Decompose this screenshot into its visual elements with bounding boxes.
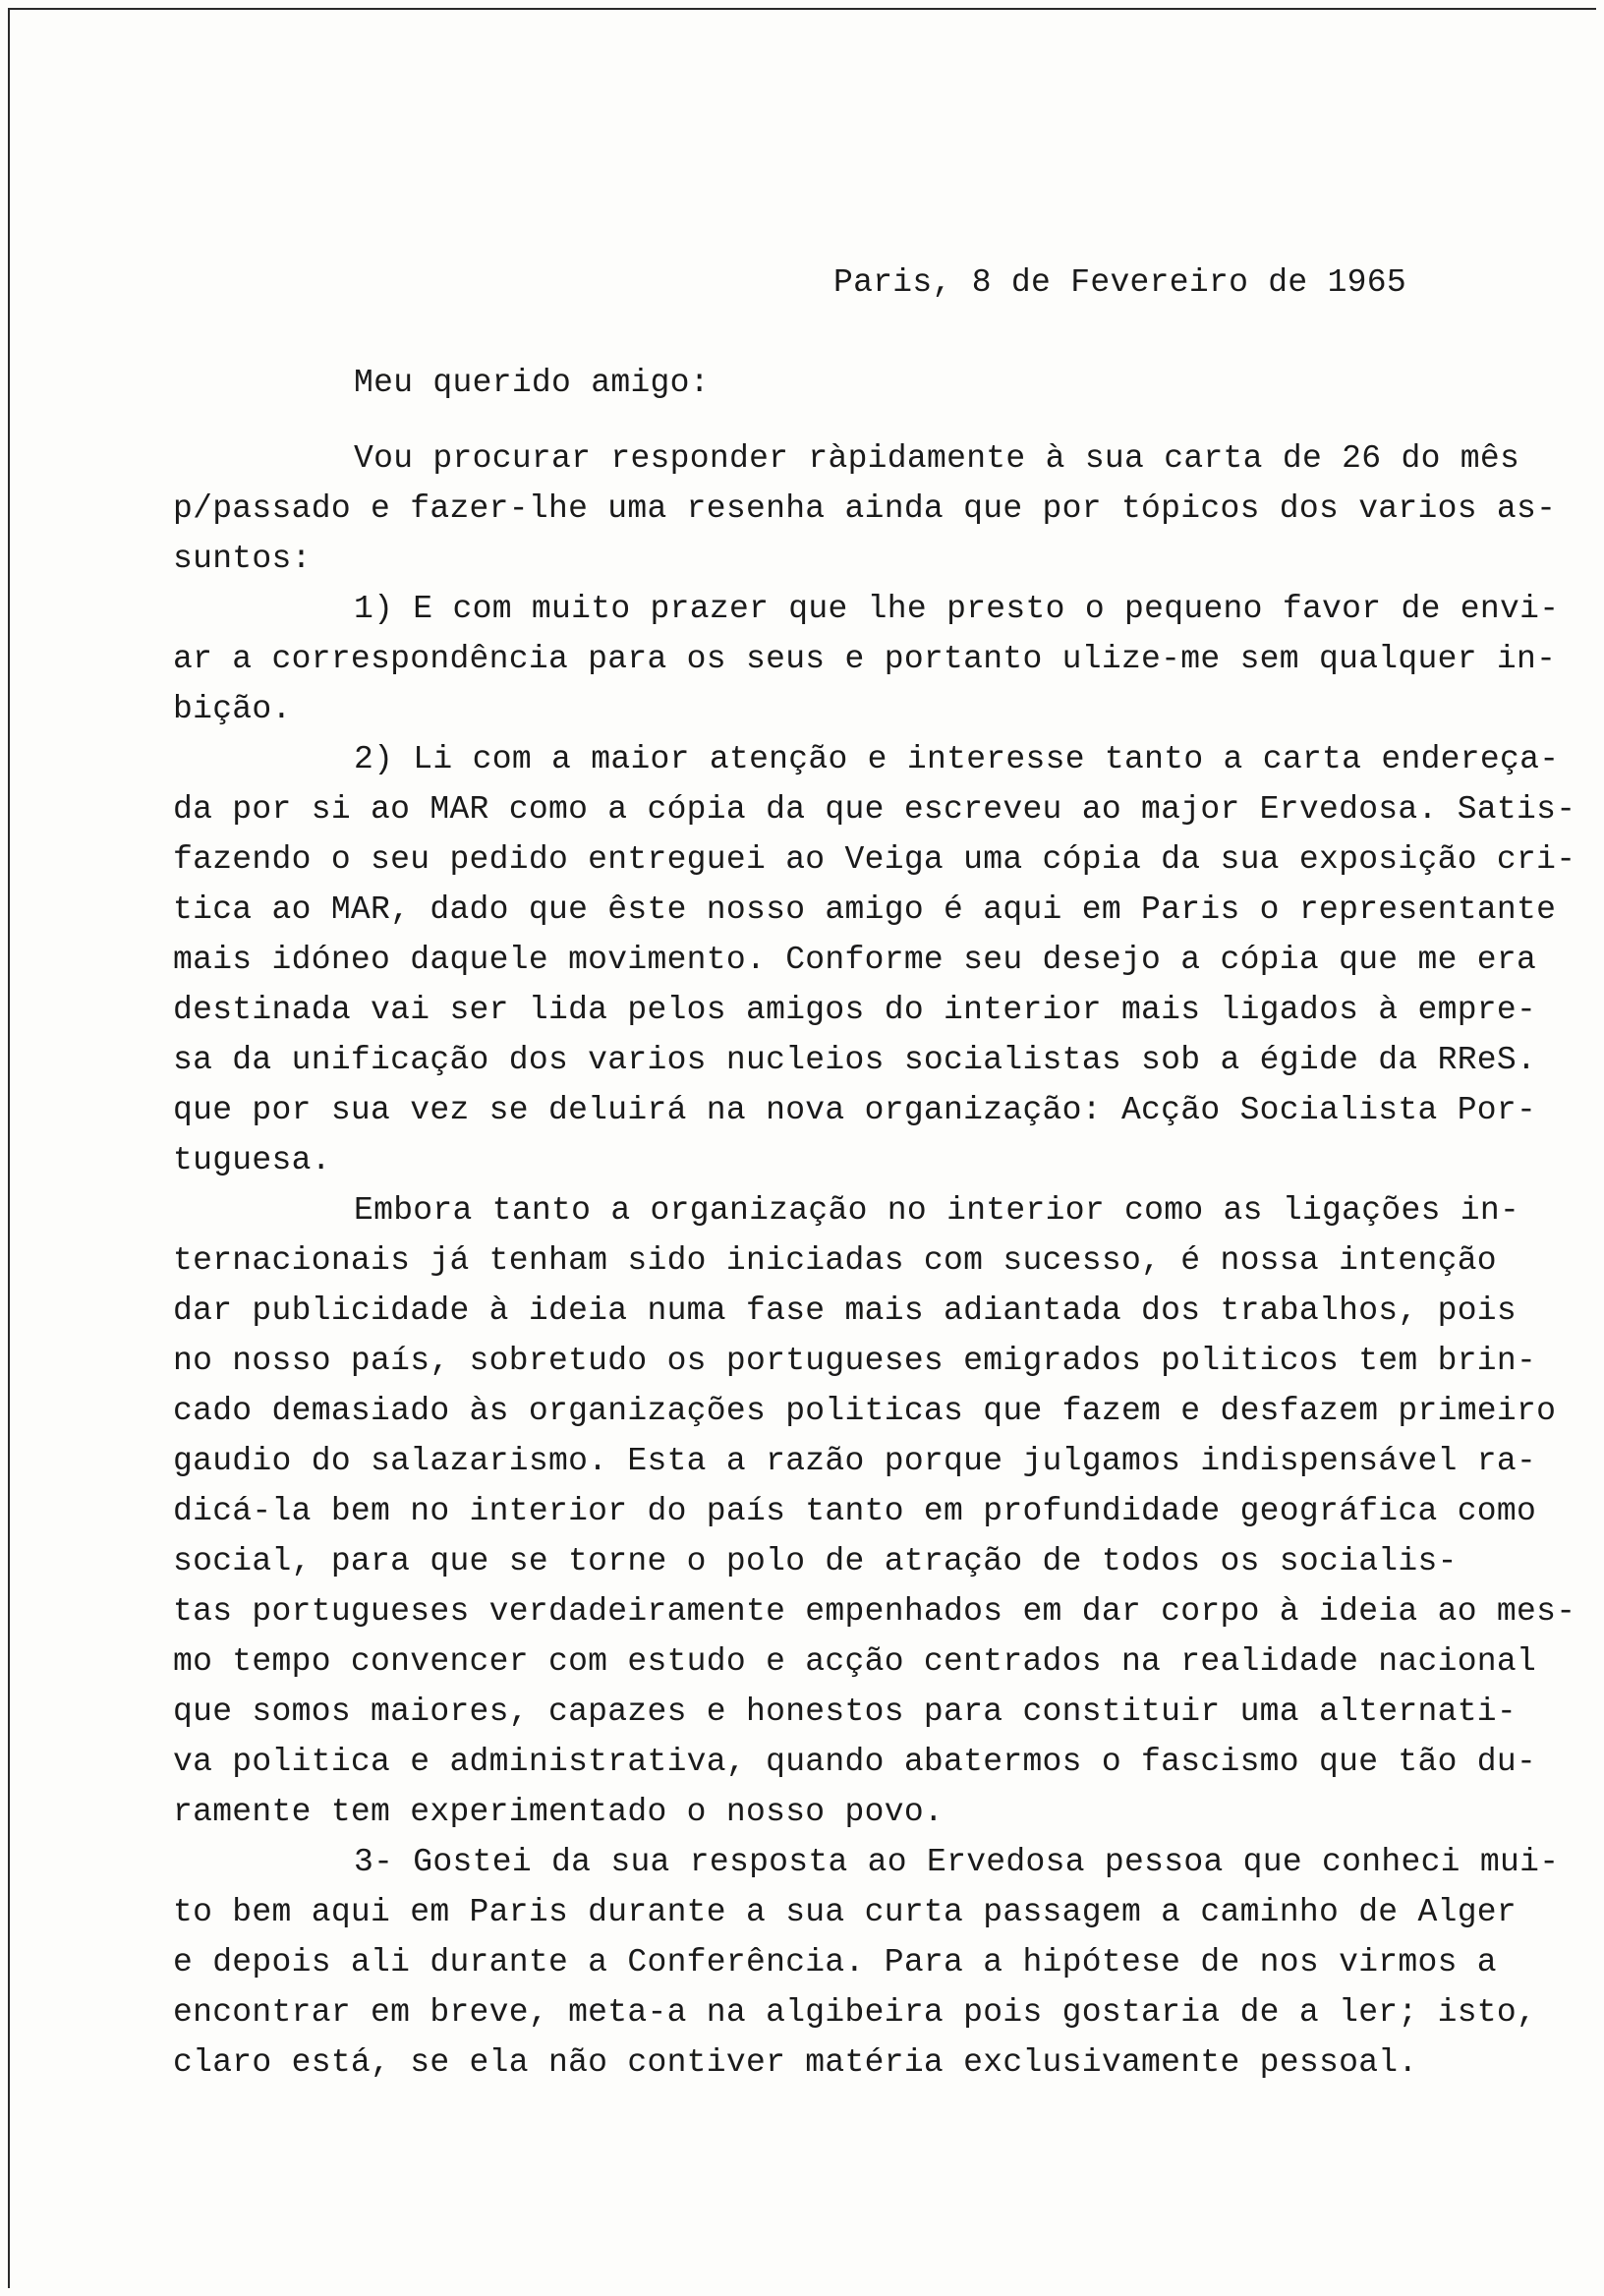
text-line: Embora tanto a organização no interior como as ligações in- xyxy=(354,1192,1520,1229)
text-line: e depois ali durante a Conferência. Para a hipótese de nos virmos a xyxy=(173,1944,1497,1980)
text-line: suntos: xyxy=(173,541,312,577)
text-line: bição. xyxy=(173,691,292,727)
text-line: claro está, se ela não contiver matéria exclusivamente pessoal. xyxy=(173,2044,1418,2081)
text-line: tas portugueses verdadeiramente empenhados em dar corpo à ideia ao mes- xyxy=(173,1593,1576,1630)
text-line: mo tempo convencer com estudo e acção centrados na realidade nacional xyxy=(173,1643,1537,1680)
salutation: Meu querido amigo: xyxy=(354,365,710,401)
text-line: mais idóneo daquele movimento. Conforme seu desejo a cópia que me era xyxy=(173,942,1537,978)
text-line: dicá-la bem no interior do país tanto em profundidade geográfica como xyxy=(173,1493,1537,1529)
text-line: to bem aqui em Paris durante a sua curta passagem a caminho de Alger xyxy=(173,1894,1518,1930)
text-line: 2) Li com a maior atenção e interesse tanto a carta endereça- xyxy=(354,741,1560,777)
date-line: Paris, 8 de Fevereiro de 1965 xyxy=(833,264,1406,301)
text-line: destinada vai ser lida pelos amigos do interior mais ligados à empre- xyxy=(173,992,1537,1028)
text-line: Vou procurar responder ràpidamente à sua carta de 26 do mês xyxy=(354,440,1520,477)
text-line: dar publicidade à ideia numa fase mais adiantada dos trabalhos, pois xyxy=(173,1292,1518,1329)
text-line: no nosso país, sobretudo os portugueses emigrados politicos tem brin- xyxy=(173,1343,1537,1379)
text-line: que por sua vez se deluirá na nova organização: Acção Socialista Por- xyxy=(173,1092,1537,1128)
text-line: social, para que se torne o polo de atração de todos os socialis- xyxy=(173,1543,1458,1579)
text-line: p/passado e fazer-lhe uma resenha ainda que por tópicos dos varios as- xyxy=(173,490,1557,527)
text-line: gaudio do salazarismo. Esta a razão porque julgamos indispensável ra- xyxy=(173,1443,1537,1479)
text-line: sa da unificação dos varios nucleios socialistas sob a égide da RReS. xyxy=(173,1042,1537,1078)
text-line: 3- Gostei da sua resposta ao Ervedosa pessoa que conheci mui- xyxy=(354,1844,1560,1880)
text-line: da por si ao MAR como a cópia da que escreveu ao major Ervedosa. Satis- xyxy=(173,791,1576,828)
letter-body xyxy=(173,258,1576,2088)
scan-edge-top xyxy=(8,8,1596,10)
text-line: 1) E com muito prazer que lhe presto o pequeno favor de envi- xyxy=(354,591,1560,627)
text-line: tica ao MAR, dado que êste nosso amigo é aqui em Paris o representante xyxy=(173,891,1557,928)
text-line: tuguesa. xyxy=(173,1142,331,1178)
paragraph-point-1 xyxy=(173,584,1563,734)
text-line: que somos maiores, capazes e honestos para constituir uma alternati- xyxy=(173,1693,1518,1730)
text-line: cado demasiado às organizações politicas que fazem e desfazem primeiro xyxy=(173,1393,1557,1429)
paragraph-point-2 xyxy=(173,734,1576,1185)
paragraph-point-3 xyxy=(173,1837,1563,2088)
text-line: ramente tem experimentado o nosso povo. xyxy=(173,1794,945,1830)
paragraph-1 xyxy=(173,433,1563,584)
text-line: encontrar em breve, meta-a na algibeira pois gostaria de a ler; isto, xyxy=(173,1994,1537,2031)
text-line: va politica e administrativa, quando abatermos o fascismo que tão du- xyxy=(173,1744,1537,1780)
text-line: ternacionais já tenham sido iniciadas com sucesso, é nossa intenção xyxy=(173,1242,1497,1279)
text-line: ar a correspondência para os seus e portanto ulize-me sem qualquer in- xyxy=(173,641,1557,677)
scan-edge-left xyxy=(8,8,10,2288)
text-line: fazendo o seu pedido entreguei ao Veiga uma cópia da sua exposição cri- xyxy=(173,841,1576,878)
paragraph-embora xyxy=(173,1185,1576,1837)
